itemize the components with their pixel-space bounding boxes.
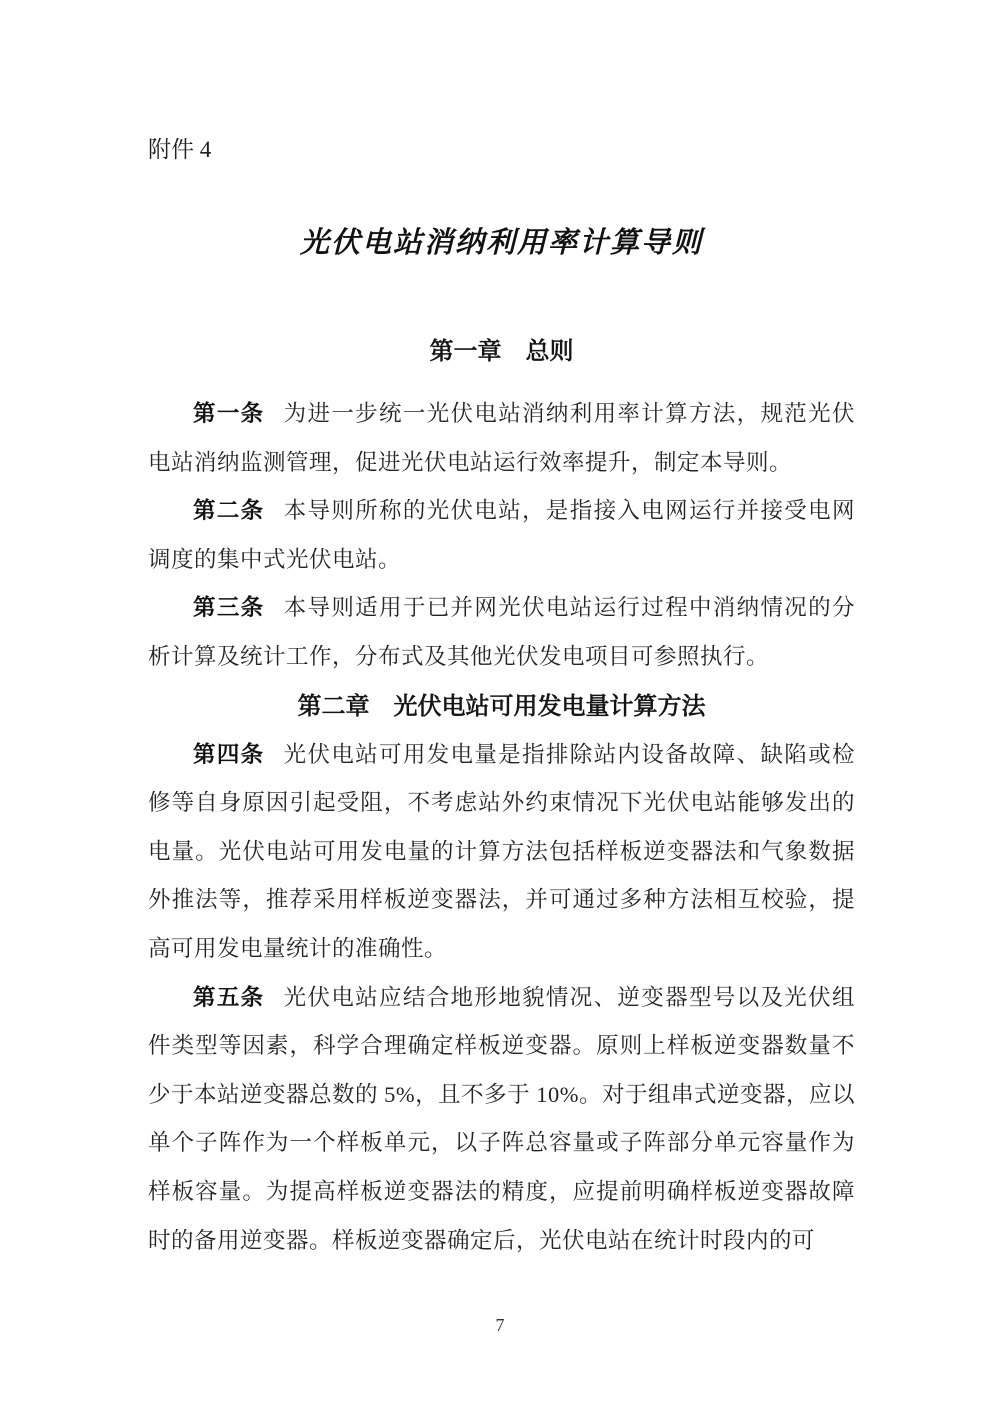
article-5-text: 光伏电站应结合地形地貌情况、逆变器型号以及光伏组件类型等因素，科学合理确定样板逆变器。原则上样板逆变器数量不少于本站逆变器总数的 5%，且不多于 10%。对于组串式逆变器，应以单个子阵作为一个样板单元，以子阵总容量或子阵部分单元容量作为样板容量。为提高样板逆变器法的精度，应提前明确样板逆变器故障时的备用逆变器。样板逆变器确定后，光伏电站在统计时段内的可 (148, 984, 855, 1253)
article-3-label: 第三条 (193, 595, 265, 621)
article-4-paragraph (148, 731, 855, 974)
article-3-text: 本导则适用于已并网光伏电站运行过程中消纳情况的分析计算及统计工作，分布式及其他光伏发电项目可参照执行。 (148, 595, 855, 669)
article-4-label: 第四条 (193, 741, 265, 767)
chapter-1-heading: 第一章 总则 (429, 338, 574, 365)
article-1-text: 为进一步统一光伏电站消纳利用率计算方法，规范光伏电站消纳监测管理，促进光伏电站运行效率提升，制定本导则。 (148, 401, 855, 475)
article-2-text: 本导则所称的光伏电站，是指接入电网运行并接受电网调度的集中式光伏电站。 (148, 498, 855, 572)
article-1-paragraph (148, 390, 855, 487)
attachment-label: 附件 4 (148, 137, 212, 162)
article-1-label: 第一条 (193, 401, 265, 426)
article-3-paragraph (148, 584, 855, 681)
article-4-text: 光伏电站可用发电量是指排除站内设备故障、缺陷或检修等自身原因引起受阻，不考虑站外约束情况下光伏电站能够发出的电量。光伏电站可用发电量的计算方法包括样板逆变器法和气象数据外推法等，推荐采用样板逆变器法，并可通过多种方法相互校验，提高可用发电量统计的准确性。 (148, 741, 855, 961)
article-5-paragraph (148, 974, 855, 1266)
document-title: 光伏电站消纳利用率计算导则 (299, 227, 703, 259)
chapter-2-heading: 第二章 光伏电站可用发电量计算方法 (297, 692, 706, 720)
article-5-label: 第五条 (193, 984, 265, 1010)
article-2-paragraph (148, 487, 855, 584)
page-number: 7 (495, 1315, 505, 1335)
article-2-label: 第二条 (193, 498, 265, 524)
